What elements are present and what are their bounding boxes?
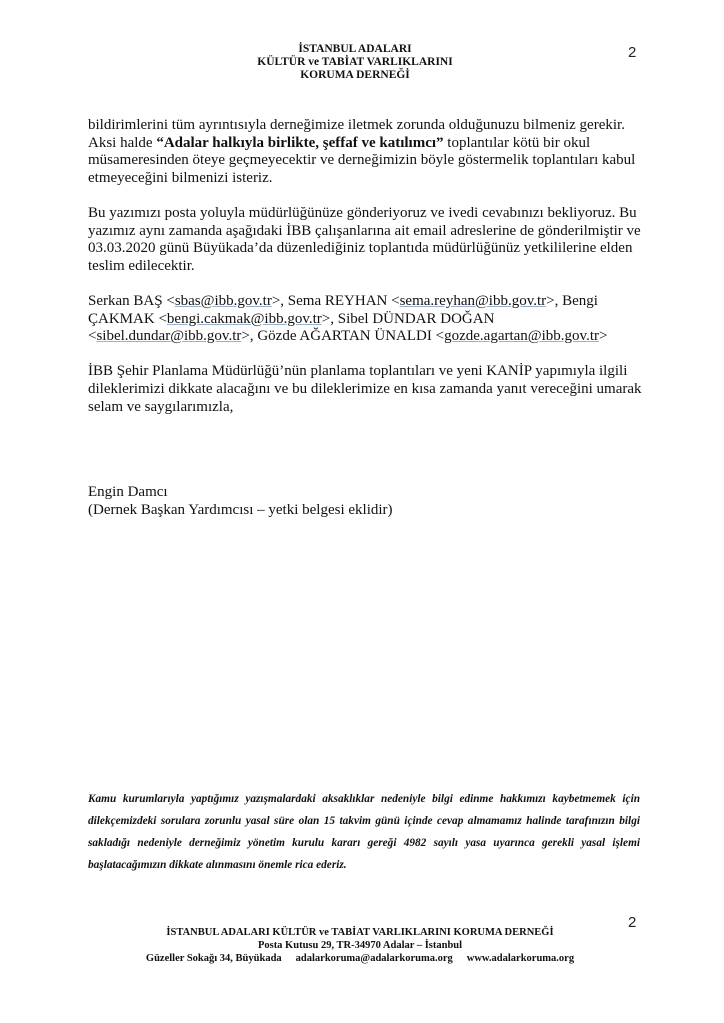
signatory-title: (Dernek Başkan Yardımcısı – yetki belgesi eklidir) bbox=[88, 501, 393, 518]
legal-notice: Kamu kurumlarıyla yaptığımız yazışmalardaki aksaklıklar nedeniyle bilgi edinme hakkımızı kaybetmemek için dilekçemizdeki sorulara zorunlu yasal süre olan 15 takvim günü içinde cevap almamamız halinde tarafınızın bilgi sakladığı nedeniyle derneğimiz yönetim kurulu kararı gereği 4982 sayılı yasa uyarınca gerekli yasal işlemi başlatacağımızın dikkate alınmasını önemle rica ederiz. bbox=[88, 793, 640, 871]
recipient-email-link[interactable]: sema.reyhan@ibb.gov.tr bbox=[399, 292, 547, 309]
footer bbox=[120, 926, 600, 965]
paragraph-1-rest: toplantılar kötü bir okul müsameresinden öteye geçmeyecektir ve derneğimizin böyle göstermelik toplantıları kabul etmeyeceğini bilmenizi isteriz. bbox=[88, 134, 636, 186]
paragraph-1-line-1: bildirimlerini tüm ayrıntısıyla derneğimize iletmek zorunda olduğunuzu bilmeniz gerekir. bbox=[88, 117, 625, 133]
bold-quote: “Adalar halkıyla birlikte, şeffaf ve katılımcı” bbox=[156, 134, 444, 151]
paragraph-4: İBB Şehir Planlama Müdürlüğü’nün planlama toplantıları ve yeni KANİP yapımıyla ilgili dileklerimizi dikkate alacağını ve bu dileklerimize en kısa zamanda yanıt vereceğini umarak selam ve saygılarımızla, bbox=[88, 363, 642, 415]
recipient-name: Sibel DÜNDAR DOĞAN bbox=[337, 310, 495, 327]
footer-website-link[interactable]: www.adalarkoruma.org bbox=[466, 953, 575, 964]
recipient-name: Bengi ÇAKMAK bbox=[88, 292, 598, 327]
recipient-email-link[interactable]: sibel.dundar@ibb.gov.tr bbox=[96, 328, 242, 345]
signatory-name: Engin Damcı bbox=[88, 484, 168, 500]
footer-contact bbox=[120, 952, 600, 965]
letterhead-line-3: KORUMA DERNEĞİ bbox=[300, 69, 410, 81]
page-number-bottom: 2 bbox=[628, 914, 637, 931]
paragraph-1 bbox=[88, 117, 648, 187]
recipient-email-link[interactable]: bengi.cakmak@ibb.gov.tr bbox=[166, 310, 322, 327]
recipient-name: Gözde AĞARTAN ÜNALDI bbox=[257, 328, 432, 345]
footer-email-link[interactable]: adalarkoruma@adalarkoruma.org bbox=[295, 953, 453, 964]
recipients-paragraph: Serkan BAŞ <sbas@ibb.gov.tr>, Sema REYHAN <sema.reyhan@ibb.gov.tr>, Bengi ÇAKMAK <bengi.cakmak@ibb.gov.tr>, Sibel DÜNDAR DOĞAN <sibel.dundar@ibb.gov.tr>, Gözde AĞARTAN ÜNALDI <gozde.agartan@ibb.gov.tr> bbox=[88, 292, 608, 345]
letterhead bbox=[200, 43, 510, 82]
footer-org-name: İSTANBUL ADALARI KÜLTÜR ve TABİAT VARLIKLARINI KORUMA DERNEĞİ bbox=[166, 927, 554, 938]
footer-postal: Posta Kutusu 29, TR-34970 Adalar – İstanbul bbox=[257, 940, 463, 951]
footer-address: Güzeller Sokağı 34, Büyükada bbox=[145, 953, 282, 964]
recipient-email-link[interactable]: gozde.agartan@ibb.gov.tr bbox=[444, 328, 599, 345]
recipient-email-link[interactable]: sbas@ibb.gov.tr bbox=[174, 292, 272, 309]
letter-body bbox=[88, 117, 648, 434]
paragraph-1-text: Aksi halde bbox=[88, 134, 157, 151]
letterhead-line-2: KÜLTÜR ve TABİAT VARLIKLARINI bbox=[257, 56, 453, 68]
recipient-name: Serkan BAŞ bbox=[88, 292, 163, 309]
paragraph-2: Bu yazımızı posta yoluyla müdürlüğünüze gönderiyoruz ve ivedi cevabınızı bekliyoruz. Bu yazımız aynı zamanda aşağıdaki İBB çalışanlarına ait email adreslerine de gönderilmiştir ve 03.03.2020 günü Büyükada’da düzenlediğiniz toplantıda müdürlüğünüz yetkililerine elden teslim edilecektir. bbox=[88, 204, 641, 274]
letterhead-line-1: İSTANBUL ADALARI bbox=[298, 43, 412, 55]
signature-block bbox=[88, 484, 648, 519]
page-number-top: 2 bbox=[628, 44, 637, 61]
recipient-name: Sema REYHAN bbox=[287, 292, 388, 309]
